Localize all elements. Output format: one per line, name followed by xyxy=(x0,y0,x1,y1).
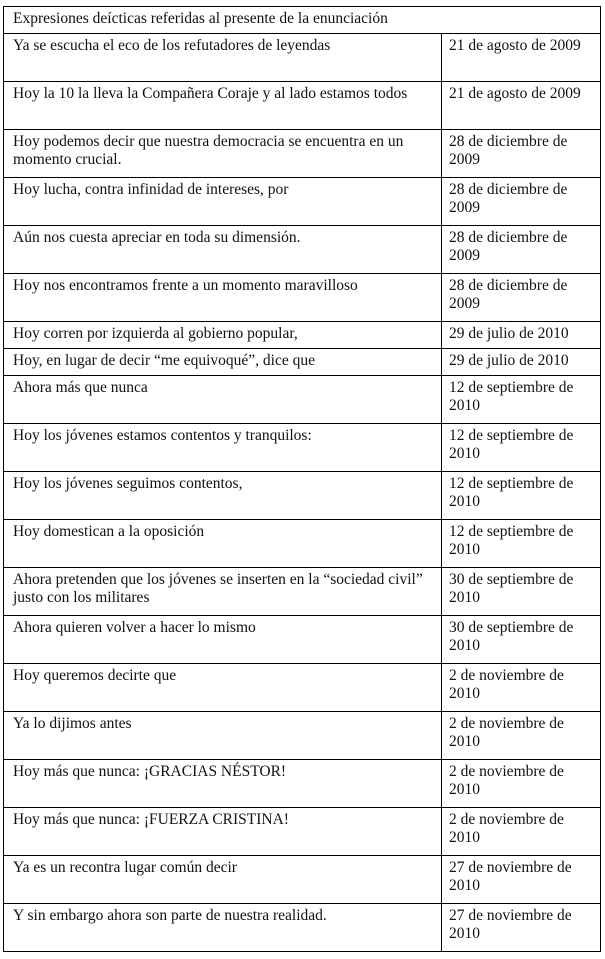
table-row xyxy=(4,568,601,616)
table-row xyxy=(4,226,601,274)
table-header-cell: Expresiones deícticas referidas al presente de la enunciación xyxy=(4,7,601,34)
date-cell: 29 de julio de 2010 xyxy=(442,349,601,376)
date-cell: 28 de diciembre de 2009 xyxy=(442,130,601,178)
expression-cell: Hoy podemos decir que nuestra democracia se encuentra en un momento crucial. xyxy=(4,130,442,178)
expression-cell: Ya lo dijimos antes xyxy=(4,712,442,760)
date-cell: 12 de septiembre de 2010 xyxy=(442,424,601,472)
expression-cell: Hoy los jóvenes seguimos contentos, xyxy=(4,472,442,520)
expression-cell: Ahora más que nunca xyxy=(4,376,442,424)
table-row xyxy=(4,472,601,520)
date-cell: 27 de noviembre de 2010 xyxy=(442,904,601,952)
table-row xyxy=(4,520,601,568)
date-cell: 28 de diciembre de 2009 xyxy=(442,226,601,274)
expression-cell: Hoy corren por izquierda al gobierno popular, xyxy=(4,322,442,349)
table-header-row xyxy=(4,7,601,34)
date-cell: 27 de noviembre de 2010 xyxy=(442,856,601,904)
date-cell: 2 de noviembre de 2010 xyxy=(442,664,601,712)
table-row xyxy=(4,274,601,322)
expression-cell: Hoy queremos decirte que xyxy=(4,664,442,712)
date-cell: 28 de diciembre de 2009 xyxy=(442,274,601,322)
table-row xyxy=(4,760,601,808)
table-row xyxy=(4,376,601,424)
date-cell: 12 de septiembre de 2010 xyxy=(442,520,601,568)
table-row xyxy=(4,664,601,712)
expression-cell: Hoy más que nunca: ¡GRACIAS NÉSTOR! xyxy=(4,760,442,808)
table-row xyxy=(4,616,601,664)
date-cell: 28 de diciembre de 2009 xyxy=(442,178,601,226)
date-cell: 2 de noviembre de 2010 xyxy=(442,712,601,760)
date-cell: 12 de septiembre de 2010 xyxy=(442,376,601,424)
table-row xyxy=(4,34,601,82)
table-row xyxy=(4,904,601,952)
expression-cell: Hoy, en lugar de decir “me equivoqué”, dice que xyxy=(4,349,442,376)
expression-cell: Hoy nos encontramos frente a un momento maravilloso xyxy=(4,274,442,322)
expression-cell: Hoy domestican a la oposición xyxy=(4,520,442,568)
date-cell: 30 de septiembre de 2010 xyxy=(442,616,601,664)
expression-cell: Y sin embargo ahora son parte de nuestra realidad. xyxy=(4,904,442,952)
expression-cell: Hoy más que nunca: ¡FUERZA CRISTINA! xyxy=(4,808,442,856)
table-row xyxy=(4,424,601,472)
expression-cell: Ahora pretenden que los jóvenes se inserten en la “sociedad civil” justo con los militares xyxy=(4,568,442,616)
table-row xyxy=(4,349,601,376)
table-row xyxy=(4,856,601,904)
expression-cell: Hoy la 10 la lleva la Compañera Coraje y al lado estamos todos xyxy=(4,82,442,130)
table-row xyxy=(4,130,601,178)
date-cell: 12 de septiembre de 2010 xyxy=(442,472,601,520)
date-cell: 29 de julio de 2010 xyxy=(442,322,601,349)
expression-cell: Hoy los jóvenes estamos contentos y tranquilos: xyxy=(4,424,442,472)
expression-cell: Hoy lucha, contra infinidad de intereses, por xyxy=(4,178,442,226)
expression-cell: Ya es un recontra lugar común decir xyxy=(4,856,442,904)
date-cell: 30 de septiembre de 2010 xyxy=(442,568,601,616)
table-row xyxy=(4,322,601,349)
table-row xyxy=(4,82,601,130)
expression-cell: Aún nos cuesta apreciar en toda su dimensión. xyxy=(4,226,442,274)
table-row xyxy=(4,808,601,856)
expression-cell: Ahora quieren volver a hacer lo mismo xyxy=(4,616,442,664)
table-row xyxy=(4,178,601,226)
date-cell: 2 de noviembre de 2010 xyxy=(442,808,601,856)
table-row xyxy=(4,712,601,760)
deictic-expressions-table xyxy=(3,6,601,952)
date-cell: 21 de agosto de 2009 xyxy=(442,82,601,130)
date-cell: 2 de noviembre de 2010 xyxy=(442,760,601,808)
expression-cell: Ya se escucha el eco de los refutadores de leyendas xyxy=(4,34,442,82)
date-cell: 21 de agosto de 2009 xyxy=(442,34,601,82)
